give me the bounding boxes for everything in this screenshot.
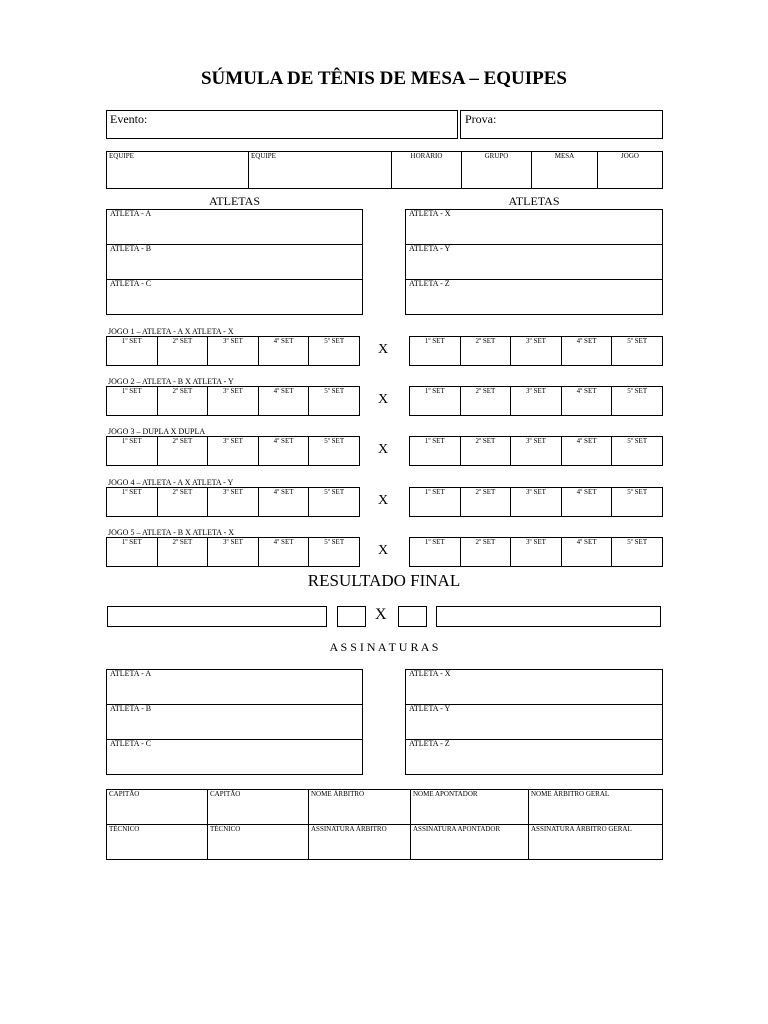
atletas-heading-right: ATLETAS xyxy=(508,194,560,208)
set-label: 4º SET xyxy=(576,488,597,496)
set-score-field[interactable] xyxy=(461,488,512,516)
resultado-versus: X xyxy=(375,606,387,623)
set-label: 4º SET xyxy=(576,387,597,395)
set-score-field[interactable] xyxy=(107,387,158,415)
set-label: 4º SET xyxy=(576,437,597,445)
set-label: 3º SET xyxy=(223,488,243,496)
set-label: 2º SET xyxy=(475,437,496,445)
game-sets-right xyxy=(409,386,663,416)
set-score-field[interactable] xyxy=(461,538,512,566)
set-label: 3º SET xyxy=(223,437,243,445)
set-score-field[interactable] xyxy=(612,337,662,365)
game-sets-right xyxy=(409,336,663,366)
set-score-field[interactable] xyxy=(309,538,359,566)
assinatura-atleta-y-label: ATLETA - Y xyxy=(409,704,451,713)
set-label: 2º SET xyxy=(475,538,496,546)
tecnico-1-label: TÉCNICO xyxy=(109,825,140,833)
assinatura-atleta-c-label: ATLETA - C xyxy=(110,739,152,748)
set-label: 4º SET xyxy=(576,538,597,546)
set-label: 5º SET xyxy=(324,337,345,345)
equipe-2-label: EQUIPE xyxy=(251,152,276,160)
atleta-x-label: ATLETA - X xyxy=(409,209,451,218)
nome-arbitro-label: NOME ÁRBITRO xyxy=(311,790,365,798)
assinatura-atleta-c-field[interactable] xyxy=(107,740,362,774)
set-score-field[interactable] xyxy=(208,337,259,365)
set-label: 2º SET xyxy=(172,337,193,345)
capitao-1-label: CAPITÃO xyxy=(109,790,140,798)
set-score-field[interactable] xyxy=(107,488,158,516)
set-score-field[interactable] xyxy=(158,538,209,566)
atletas-right-list xyxy=(405,209,663,315)
prova-label: Prova: xyxy=(465,112,497,126)
set-label: 1º SET xyxy=(424,337,445,345)
set-score-field[interactable] xyxy=(511,437,562,465)
set-label: 2º SET xyxy=(172,538,193,546)
resultado-placar-2-field[interactable] xyxy=(398,606,427,627)
atleta-x-field[interactable] xyxy=(406,210,662,245)
set-label: 5º SET xyxy=(324,488,345,496)
set-score-field[interactable] xyxy=(511,387,562,415)
game-versus: X xyxy=(378,442,389,457)
set-score-field[interactable] xyxy=(461,337,512,365)
set-label: 1º SET xyxy=(121,538,142,546)
assinaturas-heading: A S S I N A T U R A S xyxy=(329,640,439,654)
prova-field[interactable] xyxy=(460,110,663,139)
resultado-placar-1-field[interactable] xyxy=(337,606,366,627)
set-label: 3º SET xyxy=(223,337,243,345)
set-score-field[interactable] xyxy=(259,337,310,365)
game-sets-left xyxy=(106,537,360,567)
capitao-2-label: CAPITÃO xyxy=(210,790,241,798)
set-label: 1º SET xyxy=(121,437,142,445)
set-score-field[interactable] xyxy=(309,488,359,516)
horario-label: HORÁRIO xyxy=(410,152,443,160)
set-score-field[interactable] xyxy=(410,437,461,465)
game-sets-left xyxy=(106,436,360,466)
set-label: 2º SET xyxy=(172,488,193,496)
game-sets-right xyxy=(409,436,663,466)
tecnico-2-field[interactable] xyxy=(208,825,309,859)
set-score-field[interactable] xyxy=(511,337,562,365)
set-score-field[interactable] xyxy=(107,437,158,465)
set-label: 2º SET xyxy=(475,387,496,395)
evento-label: Evento: xyxy=(110,112,148,126)
set-label: 3º SET xyxy=(223,387,243,395)
officials-row-1 xyxy=(106,789,663,825)
equipe-2-field[interactable] xyxy=(249,152,392,188)
assinatura-arbitro-geral-field[interactable] xyxy=(529,825,662,859)
atleta-c-field[interactable] xyxy=(107,280,362,314)
set-label: 4º SET xyxy=(273,437,294,445)
set-label: 5º SET xyxy=(627,437,648,445)
set-label: 4º SET xyxy=(273,538,294,546)
horario-field[interactable] xyxy=(392,152,462,188)
set-score-field[interactable] xyxy=(410,488,461,516)
set-label: 5º SET xyxy=(324,387,345,395)
set-score-field[interactable] xyxy=(158,337,209,365)
capitao-1-field[interactable] xyxy=(107,790,208,824)
set-score-field[interactable] xyxy=(612,488,662,516)
nome-arbitro-field[interactable] xyxy=(309,790,411,824)
set-score-field[interactable] xyxy=(309,337,359,365)
game-title: JOGO 4 – ATLETA - A X ATLETA - Y xyxy=(108,478,234,487)
game-title: JOGO 1 – ATLETA - A X ATLETA - X xyxy=(108,327,234,336)
set-label: 5º SET xyxy=(627,387,648,395)
set-score-field[interactable] xyxy=(562,488,613,516)
assinatura-atleta-z-field[interactable] xyxy=(406,740,662,774)
set-score-field[interactable] xyxy=(309,387,359,415)
set-label: 3º SET xyxy=(526,488,546,496)
set-score-field[interactable] xyxy=(208,387,259,415)
atleta-b-label: ATLETA - B xyxy=(110,244,152,253)
atleta-y-label: ATLETA - Y xyxy=(409,244,451,253)
set-label: 5º SET xyxy=(627,337,648,345)
atletas-left-list xyxy=(106,209,363,315)
assinatura-apontador-field[interactable] xyxy=(411,825,529,859)
tecnico-1-field[interactable] xyxy=(107,825,208,859)
game-sets-left xyxy=(106,336,360,366)
set-score-field[interactable] xyxy=(410,337,461,365)
set-label: 3º SET xyxy=(526,437,546,445)
set-score-field[interactable] xyxy=(562,387,613,415)
set-label: 3º SET xyxy=(526,387,546,395)
assinatura-arbitro-geral-label: ASSINATURA ÁRBITRO GERAL xyxy=(531,825,632,833)
game-sets-right xyxy=(409,537,663,567)
equipe-1-label: EQUIPE xyxy=(109,152,134,160)
set-label: 5º SET xyxy=(627,538,648,546)
set-score-field[interactable] xyxy=(158,437,209,465)
set-score-field[interactable] xyxy=(259,387,310,415)
set-label: 1º SET xyxy=(121,488,142,496)
equipe-1-field[interactable] xyxy=(107,152,249,188)
set-label: 4º SET xyxy=(273,337,294,345)
page-title: SÚMULA DE TÊNIS DE MESA – EQUIPES xyxy=(200,68,568,89)
set-label: 5º SET xyxy=(324,437,345,445)
resultado-final-heading: RESULTADO FINAL xyxy=(307,571,461,590)
jogo-label: JOGO xyxy=(621,152,639,160)
set-label: 2º SET xyxy=(475,337,496,345)
assinatura-arbitro-label: ASSINATURA ÁRBITRO xyxy=(311,825,387,833)
set-score-field[interactable] xyxy=(208,538,259,566)
atleta-a-label: ATLETA - A xyxy=(110,209,152,218)
match-info-row xyxy=(106,151,663,189)
set-score-field[interactable] xyxy=(309,437,359,465)
atleta-c-label: ATLETA - C xyxy=(110,279,152,288)
assinatura-atleta-x-field[interactable] xyxy=(406,670,662,705)
game-title: JOGO 3 – DUPLA X DUPLA xyxy=(108,427,206,436)
set-score-field[interactable] xyxy=(511,538,562,566)
set-score-field[interactable] xyxy=(562,538,613,566)
game-versus: X xyxy=(378,493,389,508)
set-score-field[interactable] xyxy=(107,337,158,365)
assinatura-apontador-label: ASSINATURA APONTADOR xyxy=(413,825,501,833)
game-title: JOGO 5 – ATLETA - B X ATLETA - X xyxy=(108,528,235,537)
assinatura-atleta-x-label: ATLETA - X xyxy=(409,669,451,678)
atleta-y-field[interactable] xyxy=(406,245,662,280)
set-score-field[interactable] xyxy=(107,538,158,566)
set-label: 4º SET xyxy=(273,488,294,496)
grupo-field[interactable] xyxy=(462,152,532,188)
game-versus: X xyxy=(378,392,389,407)
atleta-z-label: ATLETA - Z xyxy=(409,279,450,288)
set-score-field[interactable] xyxy=(208,437,259,465)
set-label: 2º SET xyxy=(172,437,193,445)
set-score-field[interactable] xyxy=(511,488,562,516)
set-score-field[interactable] xyxy=(158,387,209,415)
set-score-field[interactable] xyxy=(612,538,662,566)
set-label: 5º SET xyxy=(324,538,345,546)
set-label: 1º SET xyxy=(121,387,142,395)
set-score-field[interactable] xyxy=(562,337,613,365)
capitao-2-field[interactable] xyxy=(208,790,309,824)
set-label: 3º SET xyxy=(526,538,546,546)
assinaturas-left-list xyxy=(106,669,363,775)
resultado-equipe-1-field[interactable] xyxy=(107,606,327,627)
grupo-label: GRUPO xyxy=(484,152,509,160)
assinatura-atleta-z-label: ATLETA - Z xyxy=(409,739,450,748)
set-score-field[interactable] xyxy=(461,437,512,465)
game-sets-left xyxy=(106,487,360,517)
set-label: 4º SET xyxy=(273,387,294,395)
assinatura-arbitro-field[interactable] xyxy=(309,825,411,859)
set-label: 1º SET xyxy=(424,387,445,395)
set-score-field[interactable] xyxy=(208,488,259,516)
nome-apontador-label: NOME APONTADOR xyxy=(413,790,478,798)
set-label: 2º SET xyxy=(172,387,193,395)
game-sets-right xyxy=(409,487,663,517)
game-sets-left xyxy=(106,386,360,416)
nome-apontador-field[interactable] xyxy=(411,790,529,824)
resultado-equipe-2-field[interactable] xyxy=(436,606,661,627)
game-versus: X xyxy=(378,342,389,357)
assinatura-atleta-b-label: ATLETA - B xyxy=(110,704,152,713)
set-label: 1º SET xyxy=(121,337,142,345)
set-label: 5º SET xyxy=(627,488,648,496)
set-label: 3º SET xyxy=(223,538,243,546)
set-label: 1º SET xyxy=(424,437,445,445)
set-score-field[interactable] xyxy=(259,437,310,465)
atleta-z-field[interactable] xyxy=(406,280,662,314)
set-label: 1º SET xyxy=(424,538,445,546)
atleta-a-field[interactable] xyxy=(107,210,362,245)
set-score-field[interactable] xyxy=(410,387,461,415)
set-score-field[interactable] xyxy=(158,488,209,516)
set-score-field[interactable] xyxy=(259,488,310,516)
evento-field[interactable] xyxy=(106,110,458,139)
assinaturas-right-list xyxy=(405,669,663,775)
set-label: 2º SET xyxy=(475,488,496,496)
set-label: 4º SET xyxy=(576,337,597,345)
game-title: JOGO 2 – ATLETA - B X ATLETA - Y xyxy=(108,377,234,386)
mesa-label: MESA xyxy=(554,152,575,160)
officials-row-2 xyxy=(106,824,663,860)
jogo-field[interactable] xyxy=(598,152,662,188)
nome-arbitro-geral-field[interactable] xyxy=(529,790,662,824)
game-versus: X xyxy=(378,543,389,558)
set-score-field[interactable] xyxy=(259,538,310,566)
mesa-field[interactable] xyxy=(532,152,598,188)
tecnico-2-label: TÉCNICO xyxy=(210,825,241,833)
set-label: 1º SET xyxy=(424,488,445,496)
set-score-field[interactable] xyxy=(461,387,512,415)
assinatura-atleta-a-label: ATLETA - A xyxy=(110,669,152,678)
set-label: 3º SET xyxy=(526,337,546,345)
set-score-field[interactable] xyxy=(562,437,613,465)
assinatura-atleta-a-field[interactable] xyxy=(107,670,362,705)
assinatura-atleta-y-field[interactable] xyxy=(406,705,662,740)
set-score-field[interactable] xyxy=(612,437,662,465)
atletas-heading-left: ATLETAS xyxy=(208,194,261,208)
set-score-field[interactable] xyxy=(410,538,461,566)
assinatura-atleta-b-field[interactable] xyxy=(107,705,362,740)
nome-arbitro-geral-label: NOME ÁRBITRO GERAL xyxy=(531,790,610,798)
atleta-b-field[interactable] xyxy=(107,245,362,280)
set-score-field[interactable] xyxy=(612,387,662,415)
